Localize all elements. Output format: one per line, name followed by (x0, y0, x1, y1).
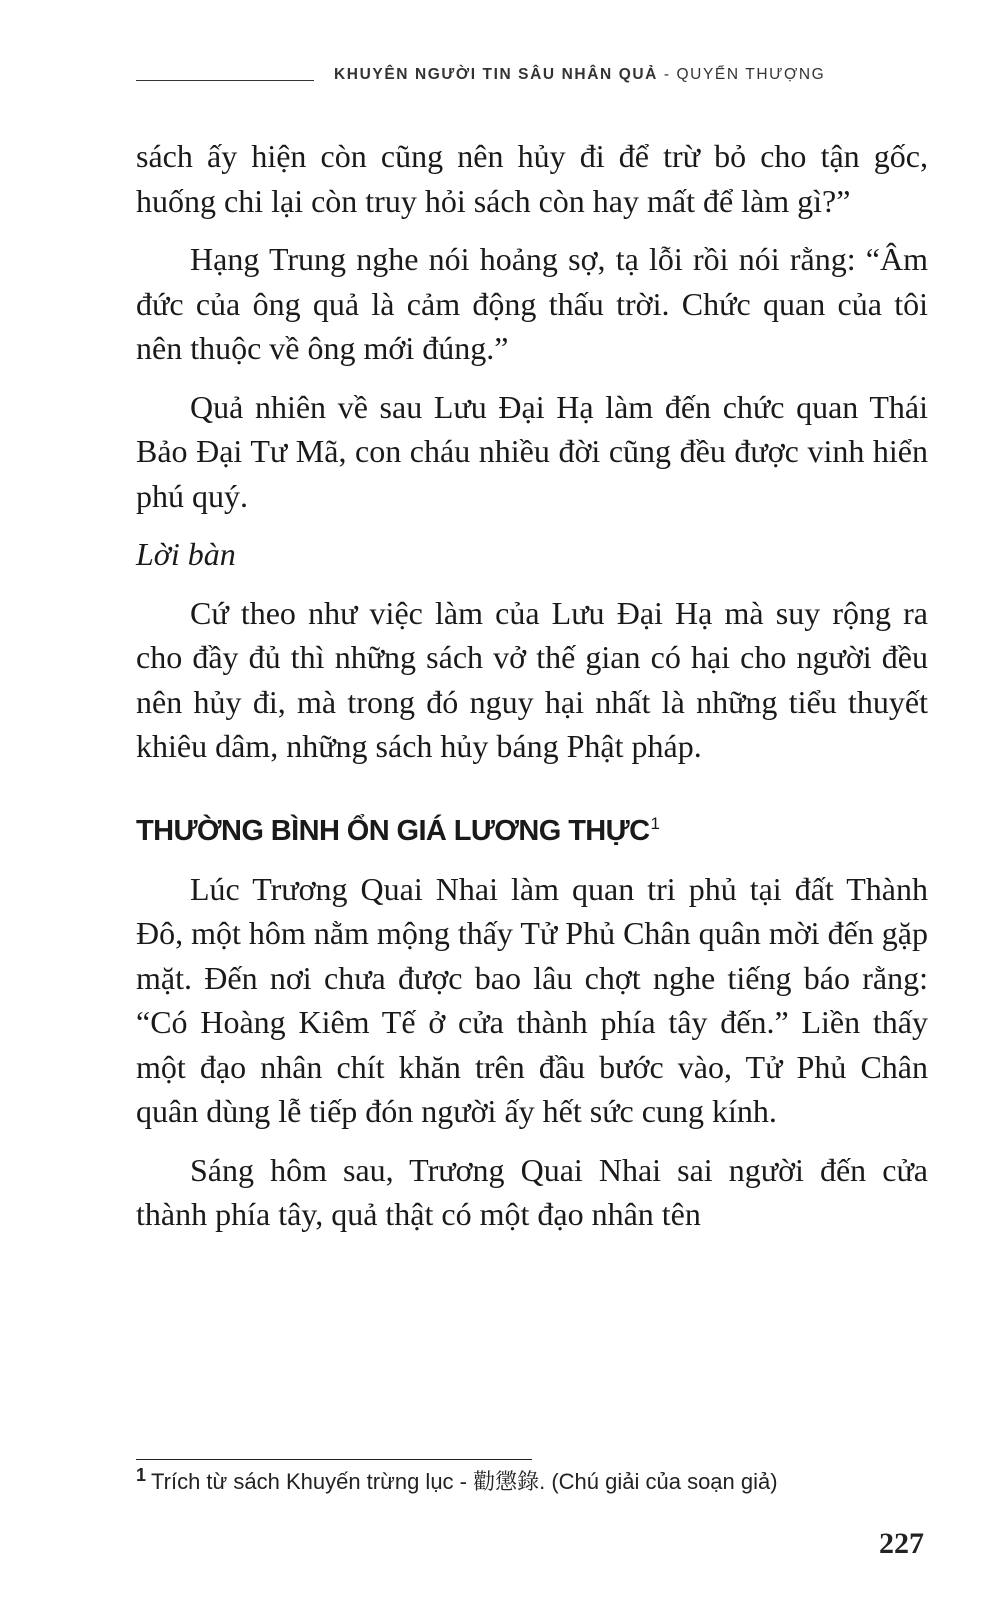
footnote-reference[interactable]: 1 (650, 813, 660, 833)
header-rule (136, 80, 314, 81)
volume-label: QUYỂN THƯỢNG (676, 66, 826, 83)
header-separator: - (657, 66, 677, 83)
running-header (136, 60, 928, 90)
footnote-rule (136, 1459, 532, 1460)
footnote-text: Trích từ sách Khuyến trừng lục - 勸懲錄. (Chú giải của soạn giả) (151, 1469, 778, 1494)
paragraph: Hạng Trung nghe nói hoảng sợ, tạ lỗi rồi nói rằng: “Âm đức của ông quả là cảm động thấu trời. Chức quan của tôi nên thuộc về ông mới đúng.” (136, 241, 928, 366)
comment-heading: Lời bàn (136, 536, 236, 572)
page-number: 227 (879, 1527, 924, 1560)
page-content (136, 134, 928, 1251)
footnote (136, 1466, 928, 1498)
paragraph: Lúc Trương Quai Nhai làm quan tri phủ tại đất Thành Đô, một hôm nằm mộng thấy Tử Phủ Chân quân mời đến gặp mặt. Đến nơi chưa được bao lâu chợt nghe tiếng báo rằng: “Có Hoàng Kiêm Tế ở cửa thành phía tây đến.” Liền thấy một đạo nhân chít khăn trên đầu bước vào, Tử Phủ Chân quân dùng lễ tiếp đón người ấy hết sức cung kính. (136, 870, 928, 1129)
paragraph-continuation: sách ấy hiện còn cũng nên hủy đi để trừ bỏ cho tận gốc, huống chi lại còn truy hỏi sách còn hay mất để làm gì?” (136, 138, 928, 219)
section-heading (136, 809, 928, 853)
book-title: KHUYÊN NGƯỜI TIN SÂU NHÂN QUẢ (334, 66, 658, 83)
comment-paragraph: Cứ theo như việc làm của Lưu Đại Hạ mà suy rộng ra cho đầy đủ thì những sách vở thế gian có hại cho người đều nên hủy đi, mà trong đó nguy hại nhất là những tiểu thuyết khiêu dâm, những sách hủy báng Phật pháp. (136, 594, 928, 764)
header-text (334, 66, 825, 84)
paragraph: Quả nhiên về sau Lưu Đại Hạ làm đến chức quan Thái Bảo Đại Tư Mã, con cháu nhiều đời cũng đều được vinh hiển phú quý. (136, 388, 928, 514)
footnote-mark: 1 (136, 1464, 147, 1485)
paragraph: Sáng hôm sau, Trương Quai Nhai sai người đến cửa thành phía tây, quả thật có một đạo nhân tên (136, 1151, 928, 1232)
section-title: THƯỜNG BÌNH ỔN GIÁ LƯƠNG THỰC (136, 814, 650, 847)
